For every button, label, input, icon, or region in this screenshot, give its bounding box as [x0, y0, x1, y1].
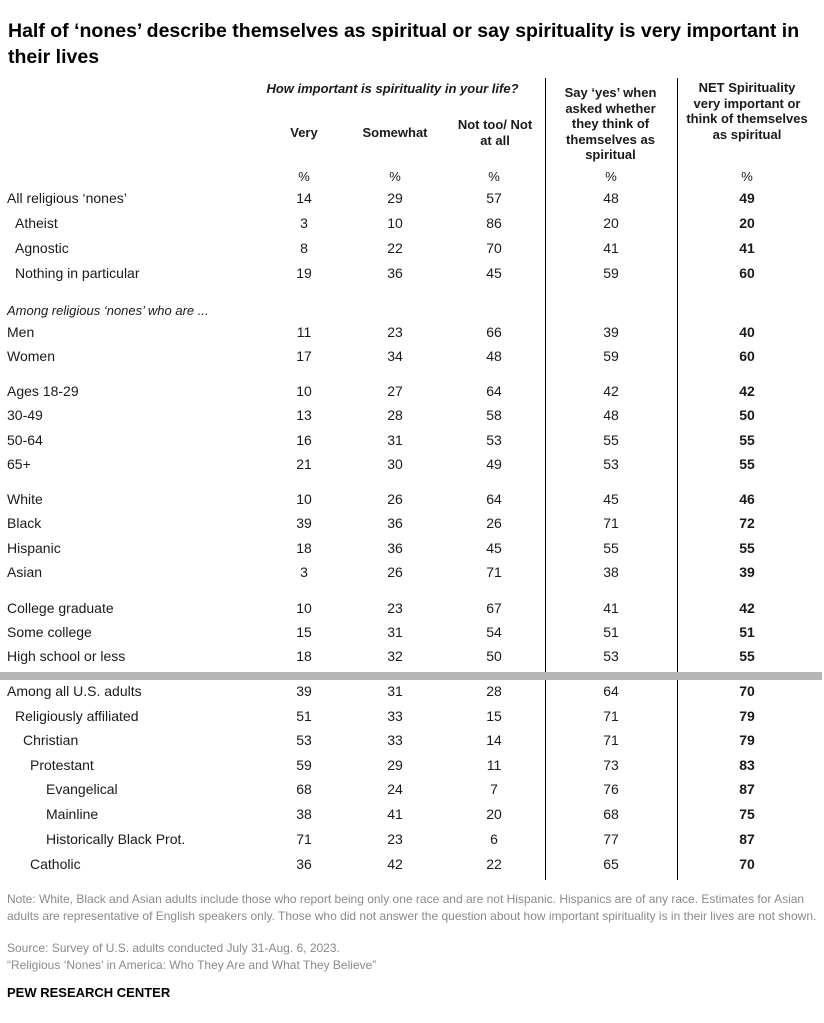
cell-very: 59 [296, 757, 312, 773]
cell-very: 10 [296, 383, 312, 399]
cell-notatall: 53 [486, 432, 502, 448]
row-label: 65+ [7, 456, 31, 472]
col-header-spiritual: Say ‘yes’ when asked whether they think of themselves as spiritual [564, 85, 657, 162]
cell-notatall: 15 [486, 708, 502, 724]
cell-somewhat: 26 [387, 564, 403, 580]
cell-notatall: 22 [486, 856, 502, 872]
cell-spiritual: 45 [603, 491, 619, 507]
cell-net: 55 [739, 456, 755, 472]
group-label: Among religious ‘nones’ who are ... [7, 303, 209, 318]
col-header-somewhat: Somewhat [362, 125, 428, 140]
row-label: Nothing in particular [15, 265, 140, 281]
table-row [0, 853, 824, 875]
cell-very: 71 [296, 831, 312, 847]
cell-spiritual: 41 [603, 600, 619, 616]
cell-spiritual: 53 [603, 648, 619, 664]
row-label: Men [7, 324, 35, 340]
unit-percent-1: % [389, 169, 401, 184]
row-label: Christian [23, 732, 79, 748]
cell-very: 15 [296, 624, 312, 640]
table-row [0, 778, 824, 800]
cell-very: 8 [300, 240, 308, 256]
cell-notatall: 57 [486, 190, 502, 206]
cell-somewhat: 42 [387, 856, 403, 872]
row-label: 30-49 [7, 407, 43, 423]
cell-spiritual: 71 [603, 708, 619, 724]
table-row [0, 621, 824, 643]
cell-somewhat: 29 [387, 757, 403, 773]
row-label: High school or less [7, 648, 126, 664]
table-row [0, 729, 824, 751]
table-row [0, 262, 824, 284]
cell-very: 18 [296, 648, 312, 664]
cell-spiritual: 38 [603, 564, 619, 580]
cell-very: 51 [296, 708, 312, 724]
cell-spiritual: 71 [603, 515, 619, 531]
cell-notatall: 49 [486, 456, 502, 472]
cell-spiritual: 76 [603, 781, 619, 797]
cell-very: 17 [296, 348, 312, 364]
row-label: Mainline [46, 806, 99, 822]
row-label: Historically Black Prot. [46, 831, 186, 847]
cell-net: 83 [739, 757, 755, 773]
row-label: Among all U.S. adults [7, 683, 142, 699]
cell-net: 79 [739, 708, 755, 724]
table-row [0, 453, 824, 475]
cell-net: 79 [739, 732, 755, 748]
cell-notatall: 50 [486, 648, 502, 664]
cell-somewhat: 23 [387, 831, 403, 847]
cell-spiritual: 48 [603, 190, 619, 206]
row-label: Protestant [30, 757, 94, 773]
cell-notatall: 58 [486, 407, 502, 423]
cell-spiritual: 65 [603, 856, 619, 872]
row-label: Evangelical [46, 781, 118, 797]
cell-very: 18 [296, 540, 312, 556]
cell-net: 87 [739, 781, 755, 797]
section-divider [0, 672, 822, 680]
cell-very: 13 [296, 407, 312, 423]
cell-notatall: 70 [486, 240, 502, 256]
cell-net: 42 [739, 600, 755, 616]
table-row [0, 380, 824, 402]
unit-percent-2: % [488, 169, 500, 184]
table-row [0, 237, 824, 259]
row-label: All religious ‘nones’ [7, 190, 127, 206]
cell-spiritual: 41 [603, 240, 619, 256]
cell-net: 72 [739, 515, 755, 531]
cell-very: 10 [296, 600, 312, 616]
cell-very: 16 [296, 432, 312, 448]
cell-net: 39 [739, 564, 755, 580]
cell-notatall: 48 [486, 348, 502, 364]
cell-somewhat: 22 [387, 240, 403, 256]
cell-somewhat: 23 [387, 324, 403, 340]
cell-somewhat: 23 [387, 600, 403, 616]
row-label: Atheist [15, 215, 58, 231]
cell-spiritual: 55 [603, 540, 619, 556]
cell-somewhat: 33 [387, 708, 403, 724]
table-row [0, 680, 824, 702]
table-row [0, 645, 824, 667]
table-row [0, 429, 824, 451]
cell-very: 36 [296, 856, 312, 872]
cell-notatall: 20 [486, 806, 502, 822]
cell-notatall: 14 [486, 732, 502, 748]
unit-percent-4: % [741, 169, 753, 184]
cell-notatall: 86 [486, 215, 502, 231]
cell-somewhat: 34 [387, 348, 403, 364]
cell-notatall: 28 [486, 683, 502, 699]
cell-very: 11 [296, 324, 312, 340]
col-header-not-at-all: Not too/ Not at all [457, 117, 533, 148]
table-row [0, 212, 824, 234]
cell-spiritual: 55 [603, 432, 619, 448]
row-label: Some college [7, 624, 92, 640]
cell-very: 19 [296, 265, 312, 281]
cell-spiritual: 53 [603, 456, 619, 472]
chart-title: Half of ‘nones’ describe themselves as spiritual or say spirituality is very important in their lives [8, 20, 800, 68]
row-label: White [7, 491, 43, 507]
source: Source: Survey of U.S. adults conducted July 31-Aug. 6, 2023. [7, 941, 340, 955]
cell-very: 38 [296, 806, 312, 822]
table-row [0, 705, 824, 727]
cell-spiritual: 39 [603, 324, 619, 340]
cell-somewhat: 41 [387, 806, 403, 822]
cell-notatall: 45 [486, 540, 502, 556]
report-title: “Religious ‘Nones’ in America: Who They Are and What They Believe” [7, 958, 377, 972]
cell-somewhat: 24 [387, 781, 403, 797]
cell-spiritual: 59 [603, 265, 619, 281]
row-label: 50-64 [7, 432, 43, 448]
table-row [0, 561, 824, 583]
cell-notatall: 45 [486, 265, 502, 281]
cell-very: 3 [300, 215, 308, 231]
table-row [0, 828, 824, 850]
cell-net: 60 [739, 265, 755, 281]
cell-very: 68 [296, 781, 312, 797]
unit-percent-0: % [298, 169, 310, 184]
cell-net: 87 [739, 831, 755, 847]
row-label: Women [7, 348, 55, 364]
table-row [0, 597, 824, 619]
cell-notatall: 64 [486, 383, 502, 399]
cell-spiritual: 51 [603, 624, 619, 640]
cell-notatall: 7 [490, 781, 498, 797]
footnote: Note: White, Black and Asian adults include those who report being only one race and are not Hispanic. Hispanics are of any race. Estimates for Asian adults are representative of English speakers only. Those who did not answer the question about how important spirituality is in their lives are not shown. [7, 892, 817, 923]
cell-very: 21 [296, 456, 312, 472]
cell-net: 42 [739, 383, 755, 399]
cell-very: 10 [296, 491, 312, 507]
row-label: Black [7, 515, 42, 531]
col-header-net: NET Spirituality very important or think of themselves as spiritual [686, 80, 808, 142]
cell-very: 39 [296, 515, 312, 531]
cell-net: 55 [739, 540, 755, 556]
cell-somewhat: 32 [387, 648, 403, 664]
row-label: Agnostic [15, 240, 69, 256]
cell-notatall: 6 [490, 831, 498, 847]
cell-net: 20 [739, 215, 755, 231]
row-label: College graduate [7, 600, 114, 616]
row-label: Catholic [30, 856, 81, 872]
cell-spiritual: 71 [603, 732, 619, 748]
cell-spiritual: 48 [603, 407, 619, 423]
cell-notatall: 71 [486, 564, 502, 580]
cell-somewhat: 30 [387, 456, 403, 472]
cell-very: 14 [296, 190, 312, 206]
cell-spiritual: 68 [603, 806, 619, 822]
cell-spiritual: 59 [603, 348, 619, 364]
cell-somewhat: 29 [387, 190, 403, 206]
cell-somewhat: 10 [387, 215, 403, 231]
cell-net: 49 [739, 190, 755, 206]
row-label: Religiously affiliated [15, 708, 139, 724]
brand-logo-text: PEW RESEARCH CENTER [7, 985, 171, 1000]
cell-somewhat: 31 [387, 432, 403, 448]
cell-somewhat: 36 [387, 515, 403, 531]
row-label: Ages 18-29 [7, 383, 79, 399]
row-label: Asian [7, 564, 43, 580]
cell-spiritual: 64 [603, 683, 619, 699]
cell-net: 50 [739, 407, 755, 423]
row-label: Hispanic [7, 540, 61, 556]
cell-spiritual: 42 [603, 383, 619, 399]
cell-net: 70 [739, 683, 755, 699]
cell-somewhat: 31 [387, 624, 403, 640]
table-row [0, 321, 824, 343]
cell-spiritual: 20 [603, 215, 619, 231]
cell-somewhat: 27 [387, 383, 403, 399]
table-row [0, 187, 824, 209]
table-row [0, 803, 824, 825]
subquestion-header: How important is spirituality in your life? [266, 81, 519, 96]
cell-spiritual: 73 [603, 757, 619, 773]
cell-net: 41 [739, 240, 755, 256]
cell-notatall: 26 [486, 515, 502, 531]
table-row [0, 488, 824, 510]
cell-somewhat: 36 [387, 265, 403, 281]
cell-somewhat: 26 [387, 491, 403, 507]
cell-net: 55 [739, 648, 755, 664]
cell-net: 40 [739, 324, 755, 340]
cell-very: 39 [296, 683, 312, 699]
cell-net: 55 [739, 432, 755, 448]
table-row [0, 404, 824, 426]
cell-somewhat: 33 [387, 732, 403, 748]
cell-notatall: 64 [486, 491, 502, 507]
cell-somewhat: 36 [387, 540, 403, 556]
col-header-very: Very [290, 125, 318, 140]
table-row [0, 754, 824, 776]
cell-spiritual: 77 [603, 831, 619, 847]
cell-very: 53 [296, 732, 312, 748]
table-row [0, 537, 824, 559]
cell-somewhat: 28 [387, 407, 403, 423]
cell-notatall: 54 [486, 624, 502, 640]
cell-net: 70 [739, 856, 755, 872]
cell-notatall: 66 [486, 324, 502, 340]
table-row [0, 345, 824, 367]
cell-net: 75 [739, 806, 755, 822]
unit-percent-3: % [605, 169, 617, 184]
cell-somewhat: 31 [387, 683, 403, 699]
cell-notatall: 67 [486, 600, 502, 616]
cell-net: 46 [739, 491, 755, 507]
cell-net: 60 [739, 348, 755, 364]
cell-very: 3 [300, 564, 308, 580]
cell-notatall: 11 [486, 757, 502, 773]
cell-net: 51 [739, 624, 755, 640]
table-row [0, 512, 824, 534]
